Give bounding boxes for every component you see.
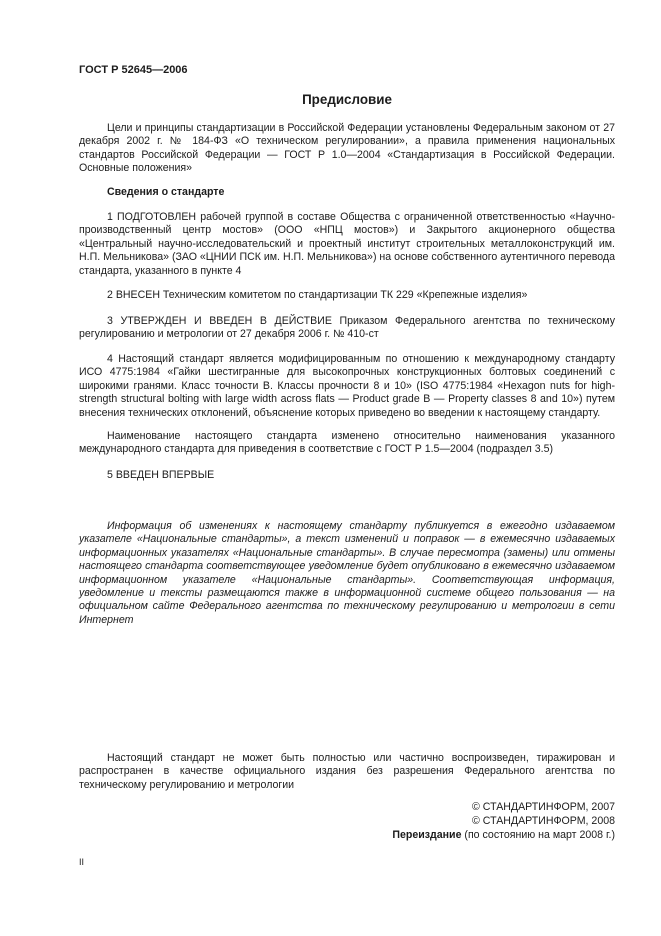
changes-notice: Информация об изменениях к настоящему стандарту публикуется в ежегодно издаваемом указателе «Национальные стандарты», а текст изменений и поправок — в ежемесячно издаваемых информационных указателях «Национальные стандарты». В случае пересмотра (замены) или отмены настоящего стандарта соответствующее уведомление будет опубликовано в ежемесячно издаваемом информационном указателе «Национальные стандарты». Соответствующая информация, уведомление и тексты размещаются также в информационной системе общего пользования — на официальном сайте Федерального агентства по техническому регулированию и метрологии в сети Интернет <box>79 520 615 626</box>
reissue-label: Переиздание <box>392 829 462 841</box>
page-number: II <box>79 857 85 867</box>
item-3-approved: 3 УТВЕРЖДЕН И ВВЕДЕН В ДЕЙСТВИЕ Приказом Федерального агентства по техническому регулированию и метрологии от 27 декабря 2006 г. № 410-ст <box>79 315 615 341</box>
standard-header: ГОСТ Р 52645—2006 <box>79 64 188 76</box>
page-title: Предисловие <box>302 92 392 107</box>
copyright-line-2007: © СТАНДАРТИНФОРМ, 2007 <box>472 801 615 813</box>
copyright-line-2008: © СТАНДАРТИНФОРМ, 2008 <box>472 815 615 827</box>
item-1-prepared: 1 ПОДГОТОВЛЕН рабочей группой в составе Общества с ограниченной ответственностью «Научно-производственный центр мостов» (ООО «НПЦ мостов») и Закрытого акционерного общества «Центральный научно-исследовательский и проектный институт строительных металлоконструкций им. Н.П. Мельникова» (ЗАО «ЦНИИ ПСК им. Н.П. Мельникова») на основе собственного аутентичного перевода стандарта, указанного в пункте 4 <box>79 211 615 277</box>
copyright-notice: Настоящий стандарт не может быть полностью или частично воспроизведен, тиражирован и распространен в качестве официального издания без разрешения Федерального агентства по техническому регулированию и метрологии <box>79 752 615 791</box>
item-4-name-note: Наименование настоящего стандарта изменено относительно наименования указанного международного стандарта для приведения в соответствие с ГОСТ Р 1.5—2004 (подраздел 3.5) <box>79 430 615 456</box>
item-5-first-introduced: 5 ВВЕДЕН ВПЕРВЫЕ <box>107 469 215 481</box>
item-2-introduced: 2 ВНЕСЕН Техническим комитетом по стандартизации ТК 229 «Крепежные изделия» <box>107 289 528 301</box>
reissue-line <box>79 829 615 842</box>
item-4-modified: 4 Настоящий стандарт является модифицированным по отношению к международному стандарту ИСО 4775:1984 «Гайки шестигранные для высокопрочных конструкционных болтовых соединений с широкими гранями. Класс точности В. Классы прочности 8 и 10» (ISO 4775:1984 «Hexagon nuts for high-strength structural bolting with large width across flats — Product grade B — Property classes 8 and 10») путем внесения технических отклонений, объяснение которых приведено во введении к настоящему стандарту. <box>79 353 615 419</box>
intro-paragraph: Цели и принципы стандартизации в Российской Федерации установлены Федеральным законом от 27 декабря 2002 г. № 184-ФЗ «О техническом регулировании», а правила применения национальных стандартов Российской Федерации — ГОСТ Р 1.0—2004 «Стандартизация в Российской Федерации. Основные положения» <box>79 122 615 175</box>
info-heading: Сведения о стандарте <box>107 186 225 198</box>
reissue-note: (по состоянию на март 2008 г.) <box>461 829 615 841</box>
